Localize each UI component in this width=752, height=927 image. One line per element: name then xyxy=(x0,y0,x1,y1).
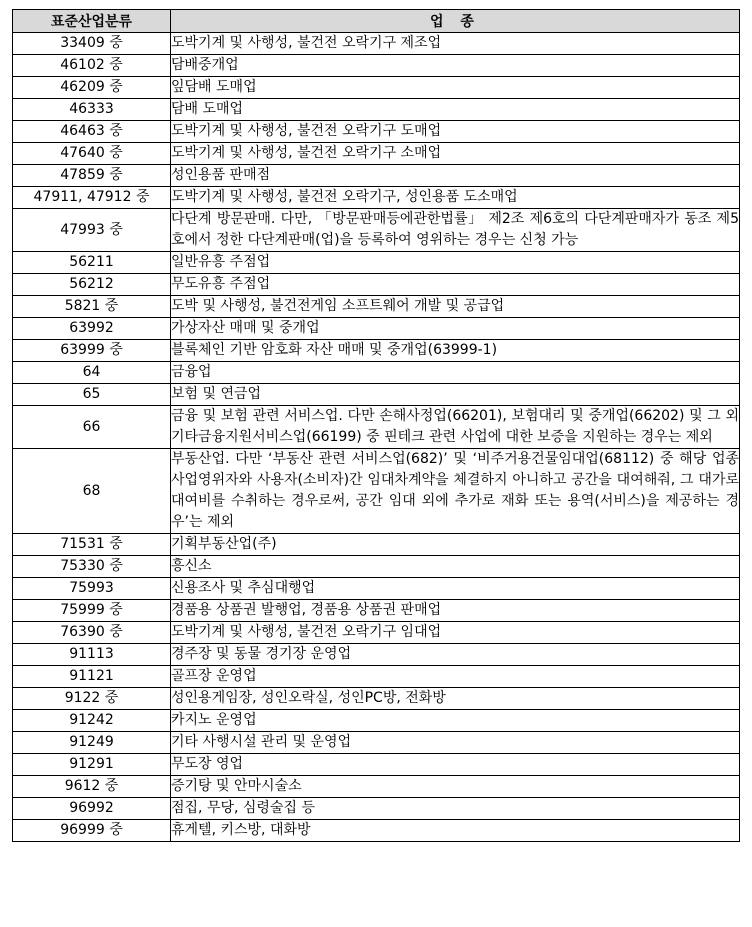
table-row xyxy=(13,165,740,187)
industry-code-cell: 47911, 47912 중 xyxy=(13,187,171,209)
table-row xyxy=(13,99,740,121)
industry-code-cell: 91242 xyxy=(13,710,171,732)
table-row xyxy=(13,362,740,384)
table-row xyxy=(13,449,740,534)
table-row xyxy=(13,209,740,252)
industry-type-cell: 도박기계 및 사행성, 불건전 오락기구 소매업 xyxy=(171,143,740,165)
industry-code-cell: 91121 xyxy=(13,666,171,688)
restricted-industry-table xyxy=(12,9,740,842)
industry-code-cell: 75330 중 xyxy=(13,556,171,578)
industry-code-cell: 64 xyxy=(13,362,171,384)
industry-type-cell: 기획부동산업(주) xyxy=(171,534,740,556)
industry-code-cell: 47640 중 xyxy=(13,143,171,165)
industry-code-cell: 5821 중 xyxy=(13,296,171,318)
industry-code-cell: 56212 xyxy=(13,274,171,296)
industry-code-cell: 46333 xyxy=(13,99,171,121)
table-row xyxy=(13,121,740,143)
industry-code-cell: 56211 xyxy=(13,252,171,274)
industry-code-cell: 63999 중 xyxy=(13,340,171,362)
industry-type-cell: 무도장 영업 xyxy=(171,754,740,776)
industry-type-cell: 부동산업. 다만 ‘부동산 관련 서비스업(682)’ 및 ‘비주거용건물임대업(68112) 중 해당 업종 사업영위자와 사용자(소비자)간 임대차계약을 체결하지 아니하고 공간을 대여해줘, 그 대가로 대여비를 수취하는 경우로써, 공간 임대 외에 추가로 재화 또는 용역(서비스)을 제공하는 경우’는 제외 xyxy=(171,449,740,534)
table-row xyxy=(13,600,740,622)
table-row xyxy=(13,384,740,406)
industry-code-cell: 76390 중 xyxy=(13,622,171,644)
industry-type-cell: 성인용품 판매점 xyxy=(171,165,740,187)
table-row xyxy=(13,578,740,600)
table-row xyxy=(13,776,740,798)
industry-code-cell: 46463 중 xyxy=(13,121,171,143)
industry-code-cell: 75999 중 xyxy=(13,600,171,622)
industry-code-cell: 91113 xyxy=(13,644,171,666)
industry-type-cell: 도박기계 및 사행성, 불건전 오락기구, 성인용품 도소매업 xyxy=(171,187,740,209)
industry-code-cell: 96999 중 xyxy=(13,820,171,842)
table-row xyxy=(13,274,740,296)
table-row xyxy=(13,798,740,820)
table-row xyxy=(13,820,740,842)
industry-code-cell: 9612 중 xyxy=(13,776,171,798)
table-row xyxy=(13,754,740,776)
table-row xyxy=(13,55,740,77)
industry-type-cell: 담배중개업 xyxy=(171,55,740,77)
industry-type-cell: 성인용게임장, 성인오락실, 성인PC방, 전화방 xyxy=(171,688,740,710)
industry-type-cell: 일반유흥 주점업 xyxy=(171,252,740,274)
industry-type-cell: 도박기계 및 사행성, 불건전 오락기구 도매업 xyxy=(171,121,740,143)
table-row xyxy=(13,406,740,449)
table-row xyxy=(13,143,740,165)
industry-type-cell: 담배 도매업 xyxy=(171,99,740,121)
header-industry-code: 표준산업분류 xyxy=(13,10,171,33)
industry-type-cell: 도박기계 및 사행성, 불건전 오락기구 임대업 xyxy=(171,622,740,644)
industry-code-cell: 46102 중 xyxy=(13,55,171,77)
industry-type-cell: 카지노 운영업 xyxy=(171,710,740,732)
industry-type-cell: 도박기계 및 사행성, 불건전 오락기구 제조업 xyxy=(171,33,740,55)
industry-type-cell: 증기탕 및 안마시술소 xyxy=(171,776,740,798)
table-row xyxy=(13,33,740,55)
table-row xyxy=(13,732,740,754)
table-header-row xyxy=(13,10,740,33)
table-row xyxy=(13,644,740,666)
industry-type-cell: 도박 및 사행성, 불건전게임 소프트웨어 개발 및 공급업 xyxy=(171,296,740,318)
industry-code-cell: 91291 xyxy=(13,754,171,776)
table-row xyxy=(13,340,740,362)
industry-type-cell: 무도유흥 주점업 xyxy=(171,274,740,296)
industry-type-cell: 신용조사 및 추심대행업 xyxy=(171,578,740,600)
table-row xyxy=(13,77,740,99)
industry-type-cell: 점집, 무당, 심령술집 등 xyxy=(171,798,740,820)
industry-code-cell: 91249 xyxy=(13,732,171,754)
industry-code-cell: 46209 중 xyxy=(13,77,171,99)
industry-code-cell: 71531 중 xyxy=(13,534,171,556)
industry-code-cell: 68 xyxy=(13,449,171,534)
table-row xyxy=(13,187,740,209)
industry-type-cell: 블록체인 기반 암호화 자산 매매 및 중개업(63999-1) xyxy=(171,340,740,362)
header-industry-type: 업 종 xyxy=(171,10,740,33)
industry-type-cell: 금융업 xyxy=(171,362,740,384)
industry-type-cell: 잎담배 도매업 xyxy=(171,77,740,99)
table-row xyxy=(13,666,740,688)
table-body xyxy=(13,33,740,842)
table-row xyxy=(13,688,740,710)
industry-type-cell: 경주장 및 동물 경기장 운영업 xyxy=(171,644,740,666)
industry-type-cell: 보험 및 연금업 xyxy=(171,384,740,406)
industry-code-cell: 63992 xyxy=(13,318,171,340)
industry-type-cell: 흥신소 xyxy=(171,556,740,578)
table-row xyxy=(13,252,740,274)
industry-code-cell: 75993 xyxy=(13,578,171,600)
industry-type-cell: 다단계 방문판매. 다만, 「방문판매등에관한법률」 제2조 제6호의 다단계판매자가 동조 제5호에서 정한 다단계판매(업)을 등록하여 영위하는 경우는 신청 가능 xyxy=(171,209,740,252)
industry-code-cell: 65 xyxy=(13,384,171,406)
industry-code-cell: 96992 xyxy=(13,798,171,820)
table-row xyxy=(13,622,740,644)
industry-code-cell: 66 xyxy=(13,406,171,449)
industry-type-cell: 금융 및 보험 관련 서비스업. 다만 손해사정업(66201), 보험대리 및 중개업(66202) 및 그 외 기타금융지원서비스업(66199) 중 핀테크 관련 사업에 대한 보증을 지원하는 경우는 제외 xyxy=(171,406,740,449)
industry-type-cell: 휴게텔, 키스방, 대화방 xyxy=(171,820,740,842)
industry-type-cell: 기타 사행시설 관리 및 운영업 xyxy=(171,732,740,754)
industry-code-cell: 9122 중 xyxy=(13,688,171,710)
industry-type-cell: 가상자산 매매 및 중개업 xyxy=(171,318,740,340)
industry-code-cell: 33409 중 xyxy=(13,33,171,55)
industry-code-cell: 47859 중 xyxy=(13,165,171,187)
industry-type-cell: 경품용 상품권 발행업, 경품용 상품권 판매업 xyxy=(171,600,740,622)
industry-type-cell: 골프장 운영업 xyxy=(171,666,740,688)
table-row xyxy=(13,534,740,556)
table-row xyxy=(13,296,740,318)
table-row xyxy=(13,710,740,732)
table-row xyxy=(13,318,740,340)
table-row xyxy=(13,556,740,578)
industry-code-cell: 47993 중 xyxy=(13,209,171,252)
